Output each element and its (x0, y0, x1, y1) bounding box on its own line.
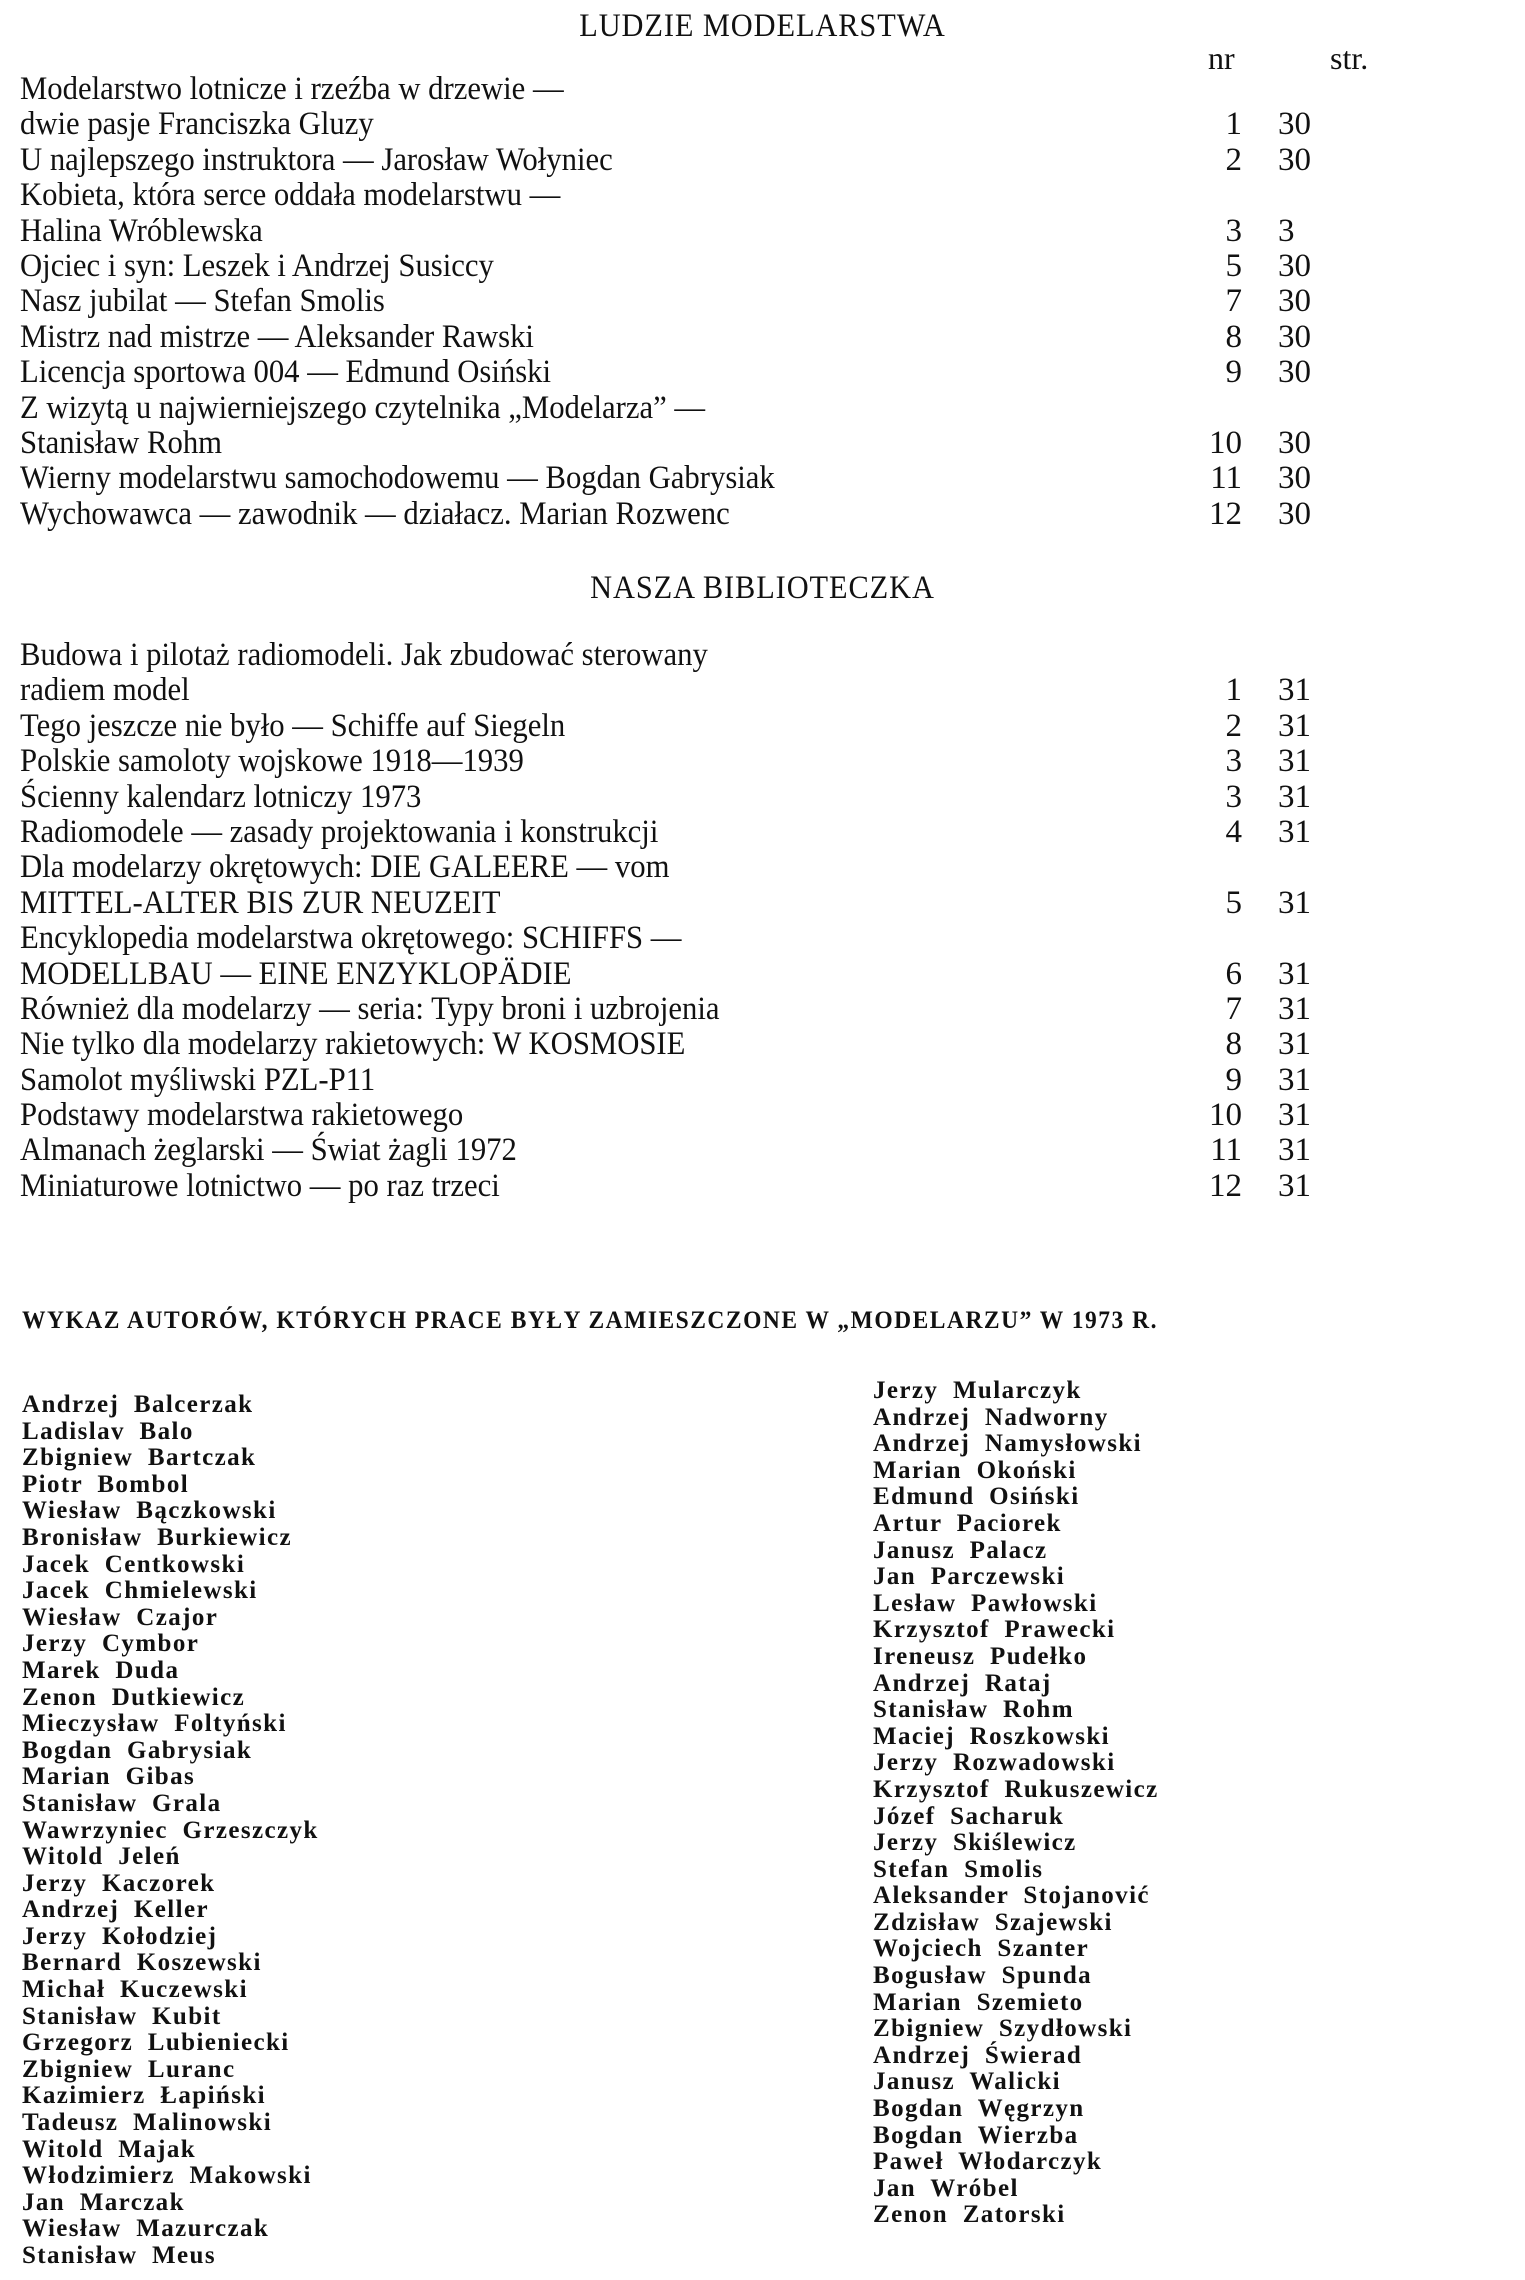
author-name: Tadeusz Malinowski (22, 2109, 273, 2137)
item-issue-number: 3 (1225, 212, 1242, 249)
item-issue-number: 4 (1225, 813, 1242, 850)
item-page-number: 31 (1278, 990, 1311, 1027)
author-name: Andrzej Świerad (873, 2041, 1083, 2069)
author-name: Andrzej Nadworny (873, 1403, 1109, 1431)
item-title: dwie pasje Franciszka Gluzy (20, 106, 374, 143)
author-name: Jacek Chmielewski (22, 1577, 258, 1605)
author-name: Lesław Pawłowski (873, 1589, 1098, 1617)
item-page-number: 31 (1278, 884, 1311, 921)
item-title: Miniaturowe lotnictwo — po raz trzeci (20, 1167, 500, 1204)
item-title: Polskie samoloty wojskowe 1918—1939 (20, 743, 524, 780)
author-name: Wawrzyniec Grzeszczyk (22, 1816, 319, 1844)
item-issue-number: 7 (1225, 283, 1242, 320)
author-name: Marian Okoński (873, 1456, 1077, 1484)
item-title: Licencja sportowa 004 — Edmund Osiński (20, 354, 552, 391)
author-name: Paweł Włodarczyk (873, 2148, 1103, 2176)
list-item (20, 391, 1380, 426)
list-item (20, 1098, 1380, 1133)
list-item (20, 780, 1380, 815)
item-page-number: 30 (1278, 495, 1311, 532)
item-page-number: 30 (1278, 106, 1311, 143)
list-item (20, 1133, 1380, 1168)
author-name: Jan Marczak (22, 2188, 185, 2216)
author-name: Zbigniew Luranc (22, 2055, 236, 2083)
item-page-number: 31 (1278, 1167, 1311, 1204)
author-name: Andrzej Namysłowski (873, 1430, 1143, 1458)
item-issue-number: 5 (1225, 884, 1242, 921)
item-page-number: 31 (1278, 743, 1311, 780)
author-name: Jerzy Kołodziej (22, 1922, 218, 1950)
authors-column-right (873, 1378, 1159, 2229)
author-name: Witold Jeleń (22, 1843, 181, 1871)
item-title: Z wizytą u najwierniejszego czytelnika „Modelarza” — (20, 389, 706, 426)
item-issue-number: 12 (1209, 495, 1242, 532)
list-item (20, 957, 1380, 992)
author-name: Michał Kuczewski (22, 1976, 248, 2004)
list-item (20, 143, 1380, 178)
author-name: Jan Wróbel (873, 2174, 1019, 2202)
author-name: Bogdan Wierzba (873, 2121, 1079, 2149)
item-issue-number: 1 (1225, 672, 1242, 709)
list-item (20, 744, 1380, 779)
item-title: Dla modelarzy okrętowych: DIE GALEERE — vom (20, 849, 670, 886)
list-item (20, 921, 1380, 956)
item-page-number: 31 (1278, 955, 1311, 992)
author-name: Jerzy Mularczyk (873, 1377, 1082, 1404)
item-title: Almanach żeglarski — Świat żagli 1972 (20, 1132, 517, 1169)
author-name: Ladislav Balo (22, 1417, 194, 1445)
list-item (20, 249, 1380, 284)
item-page-number: 31 (1278, 1026, 1311, 1063)
author-name: Janusz Walicki (873, 2068, 1061, 2096)
author-name: Wiesław Mazurczak (22, 2215, 270, 2243)
author-name: Aleksander Stojanović (873, 1882, 1150, 1910)
item-title: Wychowawca — zawodnik — działacz. Marian Rozwenc (20, 495, 730, 532)
item-issue-number: 2 (1225, 141, 1242, 178)
list-item (20, 214, 1380, 249)
item-issue-number: 10 (1209, 424, 1242, 461)
item-issue-number: 7 (1225, 990, 1242, 1027)
item-page-number: 31 (1278, 1097, 1311, 1134)
item-title: Nie tylko dla modelarzy rakietowych: W KOSMOSIE (20, 1026, 686, 1063)
item-title: radiem model (20, 672, 190, 709)
list-item (20, 673, 1380, 708)
item-page-number: 30 (1278, 354, 1311, 391)
list-item (20, 178, 1380, 213)
list-item (20, 107, 1380, 142)
author-name: Bernard Koszewski (22, 1949, 262, 1977)
list-item (20, 992, 1380, 1027)
item-issue-number: 11 (1210, 1132, 1242, 1169)
item-issue-number: 9 (1225, 354, 1242, 391)
item-page-number: 30 (1278, 424, 1311, 461)
author-name: Jerzy Skiślewicz (873, 1829, 1077, 1857)
item-title: Wierny modelarstwu samochodowemu — Bogdan Gabrysiak (20, 460, 775, 497)
list-item (20, 638, 1380, 673)
list-item (20, 497, 1380, 532)
item-title: Samolot myśliwski PZL-P11 (20, 1061, 376, 1098)
author-name: Zenon Dutkiewicz (22, 1683, 246, 1711)
section-title-ludzie: LUDZIE MODELARSTWA (579, 8, 946, 44)
author-name: Bogdan Węgrzyn (873, 2095, 1085, 2123)
item-page-number: 31 (1278, 1132, 1311, 1169)
column-header-str: str. (1330, 40, 1369, 76)
list-item (20, 284, 1380, 319)
author-name: Ireneusz Pudełko (873, 1642, 1088, 1670)
item-title: Ojciec i syn: Leszek i Andrzej Susiccy (20, 247, 494, 284)
item-page-number: 30 (1278, 247, 1311, 284)
author-name: Stanisław Rohm (873, 1696, 1074, 1724)
item-page-number: 31 (1278, 778, 1311, 815)
author-name: Andrzej Keller (22, 1896, 209, 1924)
item-page-number: 31 (1278, 813, 1311, 850)
list-item (20, 709, 1380, 744)
list-item (20, 1063, 1380, 1098)
author-name: Andrzej Rataj (873, 1669, 1052, 1697)
authors-column-left (22, 1392, 319, 2270)
item-title: Stanisław Rohm (20, 424, 223, 461)
author-name: Grzegorz Lubieniecki (22, 2029, 290, 2057)
item-page-number: 30 (1278, 283, 1311, 320)
author-name: Jacek Centkowski (22, 1550, 246, 1578)
item-title: Kobieta, która serce oddała modelarstwu — (20, 177, 561, 214)
author-name: Zdzisław Szajewski (873, 1908, 1113, 1936)
item-page-number: 30 (1278, 318, 1311, 355)
item-issue-number: 2 (1225, 707, 1242, 744)
item-title: U najlepszego instruktora — Jarosław Wołyniec (20, 141, 613, 178)
item-issue-number: 1 (1225, 106, 1242, 143)
list-item (20, 426, 1380, 461)
item-issue-number: 5 (1225, 247, 1242, 284)
list-item (20, 72, 1380, 107)
author-name: Janusz Palacz (873, 1536, 1048, 1564)
list-ludzie-modelarstwa (20, 72, 1380, 532)
item-title: Nasz jubilat — Stefan Smolis (20, 283, 385, 320)
author-name: Jan Parczewski (873, 1563, 1066, 1591)
author-name: Witold Majak (22, 2135, 197, 2163)
author-name: Bronisław Burkiewicz (22, 1523, 292, 1551)
author-name: Andrzej Balcerzak (22, 1391, 254, 1418)
item-issue-number: 3 (1225, 778, 1242, 815)
author-name: Maciej Roszkowski (873, 1722, 1111, 1750)
item-issue-number: 8 (1225, 318, 1242, 355)
item-issue-number: 9 (1225, 1061, 1242, 1098)
item-issue-number: 3 (1225, 743, 1242, 780)
item-title: MODELLBAU — EINE ENZYKLOPÄDIE (20, 955, 572, 992)
author-name: Jerzy Rozwadowski (873, 1749, 1116, 1777)
item-page-number: 30 (1278, 141, 1311, 178)
author-name: Zenon Zatorski (873, 2201, 1066, 2229)
author-name: Włodzimierz Makowski (22, 2162, 312, 2190)
author-name: Stanisław Meus (22, 2242, 216, 2269)
list-item (20, 886, 1380, 921)
list-item (20, 461, 1380, 496)
author-name: Wiesław Czajor (22, 1603, 219, 1631)
item-title: Halina Wróblewska (20, 212, 263, 249)
author-name: Marian Szemieto (873, 1988, 1084, 2016)
item-page-number: 31 (1278, 1061, 1311, 1098)
author-name: Józef Sacharuk (873, 1802, 1065, 1830)
author-name: Stanisław Grala (22, 1789, 222, 1817)
column-header-nr: nr (1208, 40, 1235, 76)
item-page-number: 31 (1278, 707, 1311, 744)
author-name: Marian Gibas (22, 1763, 196, 1791)
author-name: Jerzy Cymbor (22, 1630, 200, 1658)
item-issue-number: 8 (1225, 1026, 1242, 1063)
section-title-autorzy: WYKAZ AUTORÓW, KTÓRYCH PRACE BYŁY ZAMIESZCZONE W „MODELARZU” W 1973 R. (22, 1307, 1159, 1334)
list-item (20, 320, 1380, 355)
author-name: Marek Duda (22, 1656, 180, 1684)
author-name: Bogusław Spunda (873, 1962, 1093, 1990)
item-title: Ścienny kalendarz lotniczy 1973 (20, 778, 422, 815)
list-item (20, 1027, 1380, 1062)
author-name: Zbigniew Bartczak (22, 1444, 257, 1472)
author-name: Piotr Bombol (22, 1470, 190, 1498)
item-title: Podstawy modelarstwa rakietowego (20, 1097, 464, 1134)
item-title: MITTEL-ALTER BIS ZUR NEUZEIT (20, 884, 501, 921)
author-name: Wiesław Bączkowski (22, 1497, 277, 1525)
author-name: Jerzy Kaczorek (22, 1869, 216, 1897)
author-name: Kazimierz Łapiński (22, 2082, 267, 2110)
item-title: Mistrz nad mistrze — Aleksander Rawski (20, 318, 534, 355)
author-name: Krzysztof Rukuszewicz (873, 1775, 1159, 1803)
item-page-number: 30 (1278, 460, 1311, 497)
section-title-biblioteczka: NASZA BIBLIOTECZKA (590, 570, 935, 606)
author-name: Edmund Osiński (873, 1483, 1080, 1511)
list-item (20, 815, 1380, 850)
item-issue-number: 10 (1209, 1097, 1242, 1134)
author-name: Stanisław Kubit (22, 2002, 222, 2030)
item-title: Encyklopedia modelarstwa okrętowego: SCHIFFS — (20, 920, 682, 957)
list-nasza-biblioteczka (20, 638, 1380, 1204)
item-title: Radiomodele — zasady projektowania i konstrukcji (20, 813, 659, 850)
item-issue-number: 6 (1225, 955, 1242, 992)
item-title: Budowa i pilotaż radiomodeli. Jak zbudować sterowany (20, 637, 708, 673)
item-issue-number: 12 (1209, 1167, 1242, 1204)
item-page-number: 31 (1278, 672, 1311, 709)
author-name: Mieczysław Foltyński (22, 1710, 287, 1738)
item-title: Tego jeszcze nie było — Schiffe auf Siegeln (20, 707, 566, 744)
author-name: Bogdan Gabrysiak (22, 1736, 253, 1764)
list-item (20, 850, 1380, 885)
item-title: Modelarstwo lotnicze i rzeźba w drzewie — (20, 71, 564, 107)
item-page-number: 3 (1278, 212, 1295, 249)
item-issue-number: 11 (1210, 460, 1242, 497)
author-name: Krzysztof Prawecki (873, 1616, 1116, 1644)
author-name: Wojciech Szanter (873, 1935, 1090, 1963)
list-item (20, 355, 1380, 390)
author-name: Stefan Smolis (873, 1855, 1044, 1883)
item-title: Również dla modelarzy — seria: Typy broni i uzbrojenia (20, 990, 720, 1027)
author-name: Zbigniew Szydłowski (873, 2015, 1133, 2043)
author-name: Artur Paciorek (873, 1509, 1062, 1537)
list-item (20, 1169, 1380, 1204)
